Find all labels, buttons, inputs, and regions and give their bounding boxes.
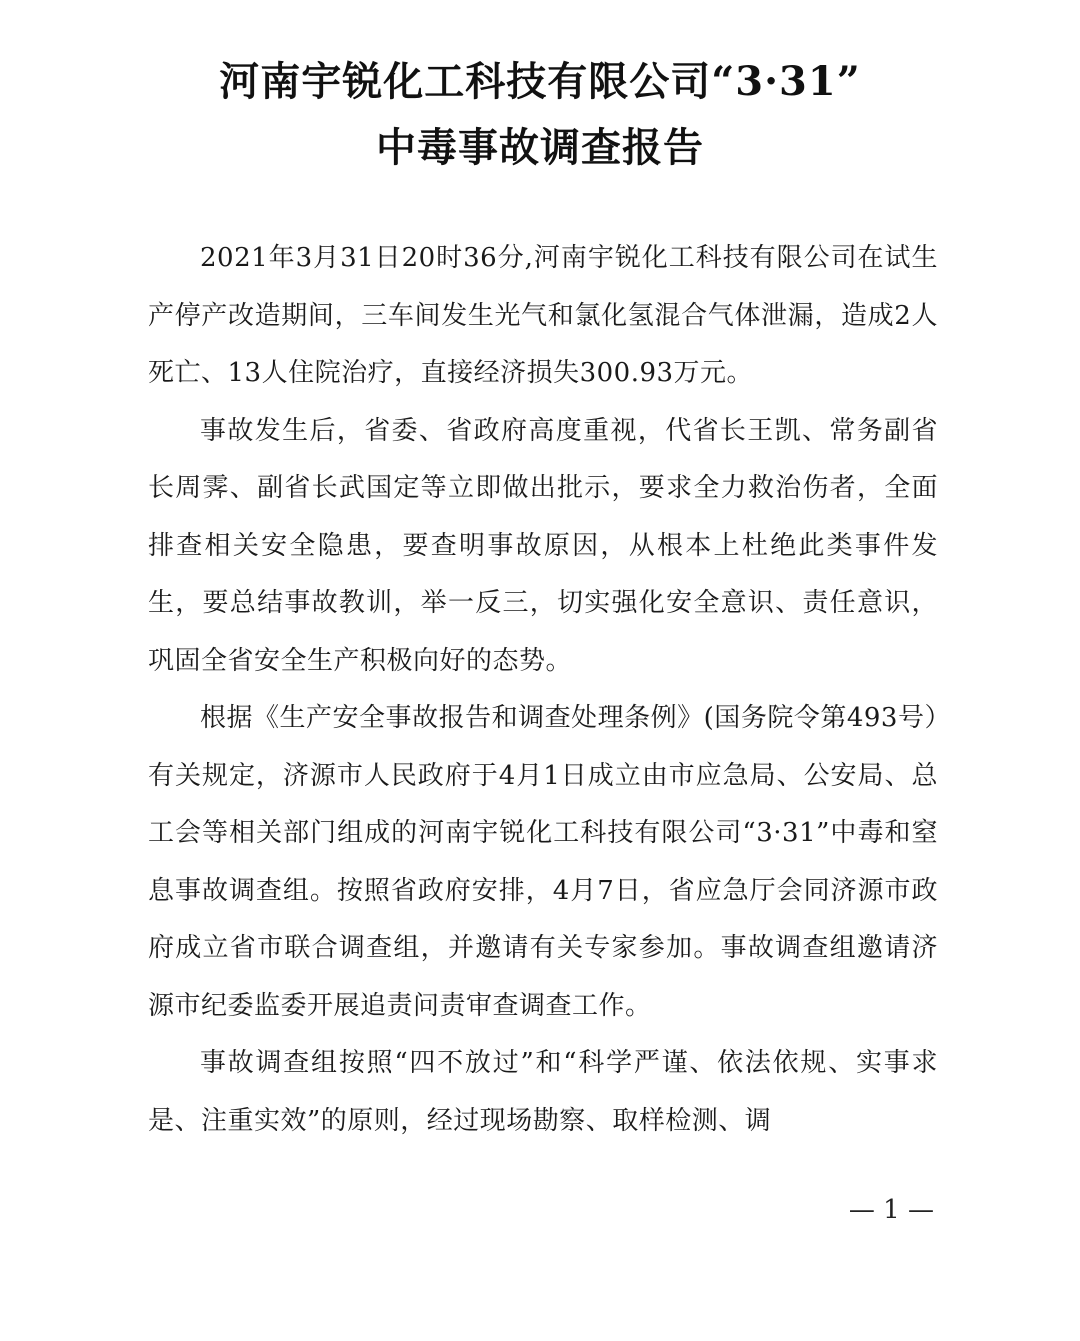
paragraph-investigation-principles: 事故调查组按照“四不放过”和“科学严谨、依法依规、实事求是、注重实效”的原则，经过现场勘察、取样检测、调	[148, 1048, 938, 1136]
report-title-line-2: 中毒事故调查报告	[376, 124, 704, 171]
report-title-line-1: 河南宇锐化工科技有限公司“3·31”	[219, 58, 861, 105]
paragraph-incident-summary: 2021年3月31日20时36分,河南宇锐化工科技有限公司在试生产停产改造期间，三车间发生光气和氯化氢混合气体泄漏，造成2人死亡、13人住院治疗，直接经济损失300.93万元。	[148, 243, 938, 388]
page-number: — 1 —	[848, 1195, 934, 1225]
paragraph-government-response: 事故发生后，省委、省政府高度重视，代省长王凯、常务副省长周霁、副省长武国定等立即做出批示，要求全力救治伤者，全面排查相关安全隐患，要查明事故原因，从根本上杜绝此类事件发生，要总结事故教训，举一反三，切实强化安全意识、责任意识，巩固全省安全生产积极向好的态势。	[148, 415, 938, 676]
paragraph-investigation-team: 根据《生产安全事故报告和调查处理条例》(国务院令第493号）有关规定，济源市人民政府于4月1日成立由市应急局、公安局、总工会等相关部门组成的河南宇锐化工科技有限公司“3·31”中毒和窒息事故调查组。按照省政府安排，4月7日，省应急厅会同济源市政府成立省市联合调查组，并邀请有关专家参加。事故调查组邀请济源市纪委监委开展追责问责审查调查工作。	[148, 703, 938, 1021]
report-body	[148, 230, 938, 1150]
